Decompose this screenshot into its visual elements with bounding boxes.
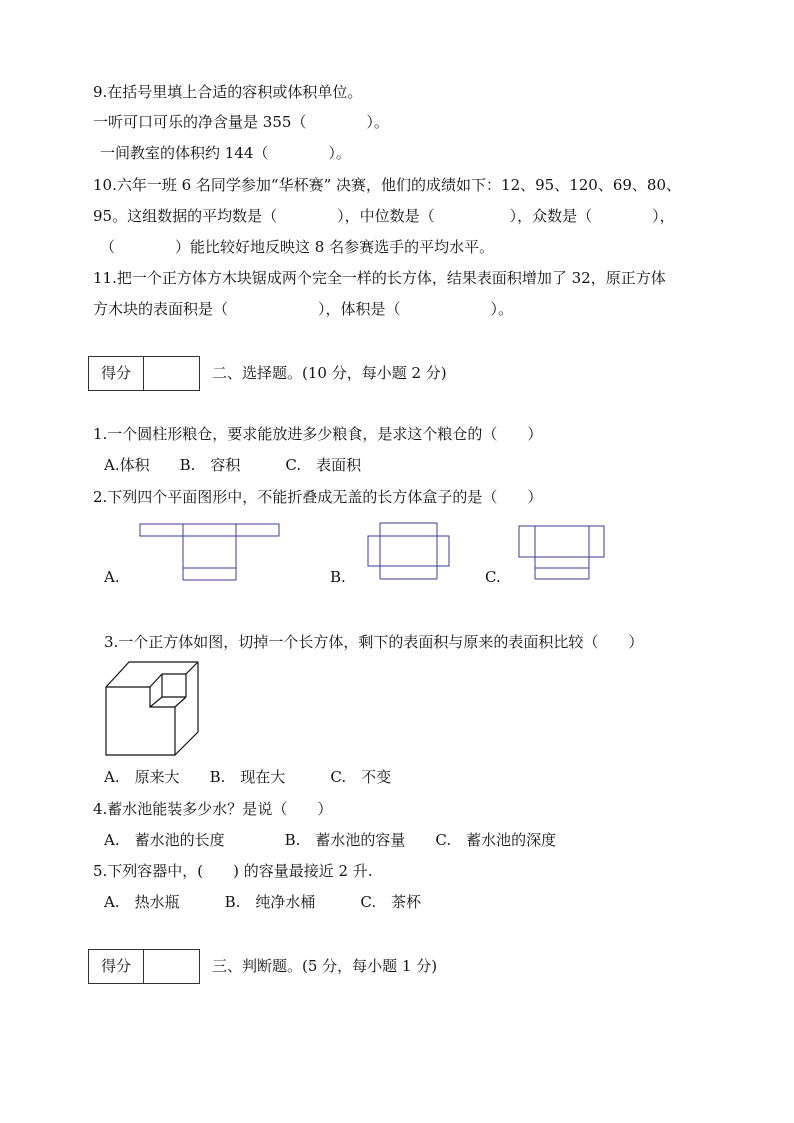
s2-q1-stem: 1.一个圆柱形粮仓，要求能放进多少粮食，是求这个粮仓的（ ） [93,425,543,443]
s2-q4-stem: 4.蓄水池能装多少水？是说（ ） [93,800,333,818]
q10-line-3: （ ）能比较好地反映这 8 名参赛选手的平均水平。 [100,238,495,256]
s2-q4-options: A. 蓄水池的长度 B. 蓄水池的容量 C. 蓄水池的深度 [104,831,557,849]
q9-line-2: 一间教室的体积约 144（ ）。 [100,144,351,162]
section-2-title: 二、选择题。(10 分，每小题 2 分) [212,364,447,382]
s2-q2-label-a: A. [104,568,120,586]
s2-q3-stem: 3.一个正方体如图，切掉一个长方体，剩下的表面积与原来的表面积比较（ ） [104,633,644,651]
score-label: 得分 [89,357,144,390]
q11-line-1: 11.把一个正方体方木块锯成两个完全一样的长方体，结果表面积增加了 32，原正方体 [93,269,666,287]
s2-q1-options: A.体积 B. 容积 C. 表面积 [104,456,362,474]
q9-line-1: 一听可口可乐的净含量是 355（ ）。 [93,113,389,131]
s2-q2-label-c: C. [485,568,501,586]
s2-q2-label-b: B. [330,568,346,586]
s2-q5-stem: 5.下列容器中，( ) 的容量最接近 2 升. [93,862,373,880]
s2-q2-stem: 2.下列四个平面图形中，不能折叠成无盖的长方体盒子的是（ ） [93,488,543,506]
q9-title: 9.在括号里填上合适的容积或体积单位。 [93,83,363,101]
section-3-title: 三、判断题。(5 分，每小题 1 分) [212,957,438,975]
score-label: 得分 [89,950,144,983]
q10-line-2: 95。这组数据的平均数是（ ），中位数是（ ），众数是（ ）， [93,207,675,225]
score-box-section-3 [88,949,200,984]
s2-q3-options: A. 原来大 B. 现在大 C. 不变 [104,768,392,786]
s2-q5-options: A. 热水瓶 B. 纯净水桶 C. 茶杯 [104,893,422,911]
q11-line-2: 方木块的表面积是（ ），体积是（ ）。 [93,300,514,318]
q10-line-1: 10.六年一班 6 名同学参加“华杯赛” 决赛，他们的成绩如下：12、95、120、69、80、 [93,176,682,194]
